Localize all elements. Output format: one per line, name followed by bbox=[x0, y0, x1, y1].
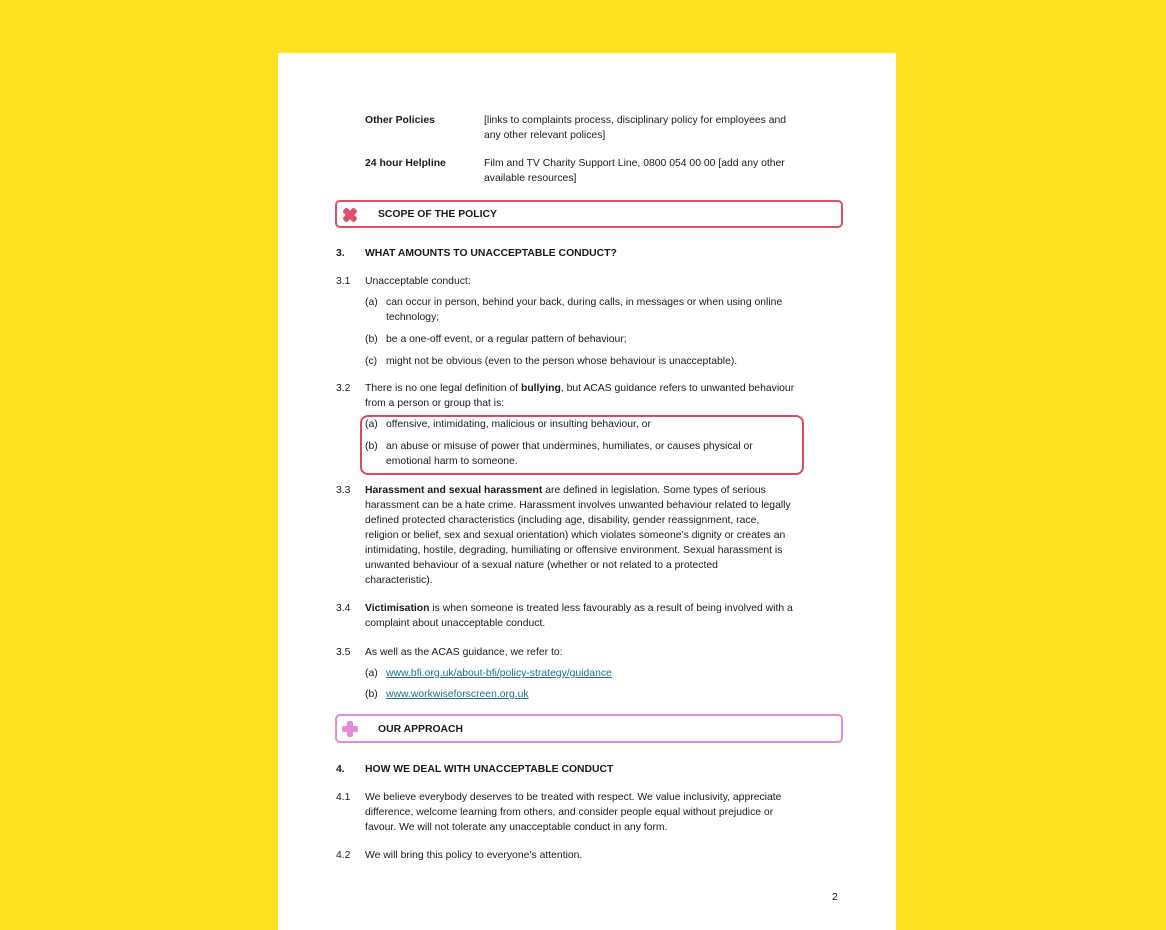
info-label-other-policies: Other Policies bbox=[365, 115, 435, 126]
para-4-1-line: We believe everybody deserves to be treated with respect. We value inclusivity, appreciate bbox=[365, 792, 782, 803]
list-marker: (b) bbox=[365, 334, 378, 345]
approach-banner-label: OUR APPROACH bbox=[378, 724, 464, 735]
list-item-text: might not be obvious (even to the person whose behaviour is unacceptable). bbox=[386, 356, 738, 367]
para-3-2-number: 3.2 bbox=[336, 383, 351, 394]
para-3-2-line2: from a person or group that is: bbox=[365, 398, 505, 409]
info-value-other-policies-line1: [links to complaints process, disciplinary policy for employees and bbox=[484, 115, 787, 126]
workwise-link[interactable]: www.workwiseforscreen.org.uk bbox=[386, 689, 529, 700]
approach-banner bbox=[335, 714, 843, 743]
para-3-3-line: harassment can be a hate crime. Harassment involves unwanted behaviour related to legally bbox=[365, 500, 791, 511]
list-marker: (b) bbox=[365, 689, 378, 700]
term-victimisation: Victimisation bbox=[365, 603, 430, 614]
para-3-3-line: religion or belief, sex and sexual orientation) which violates someone’s dignity or creates an bbox=[365, 530, 786, 541]
para-3-2-pre: There is no one legal definition of bbox=[365, 383, 521, 394]
para-4-1-line: favour. We will not tolerate any unacceptable conduct in any form. bbox=[365, 822, 668, 833]
list-marker: (a) bbox=[365, 419, 378, 430]
para-4-2-number: 4.2 bbox=[336, 850, 351, 861]
plus-icon bbox=[342, 721, 358, 737]
para-3-5-number: 3.5 bbox=[336, 647, 351, 658]
para-3-2-line1 bbox=[365, 381, 794, 396]
section-3-number: 3. bbox=[336, 248, 345, 259]
para-4-2-text: We will bring this policy to everyone’s attention. bbox=[365, 850, 583, 861]
para-3-3-line: defined protected characteristics (including age, disability, gender reassignment, race, bbox=[365, 515, 760, 526]
para-3-3-line1-rest: are defined in legislation. Some types of serious bbox=[542, 485, 766, 496]
para-3-1-number: 3.1 bbox=[336, 276, 351, 287]
para-3-3-line1 bbox=[365, 483, 766, 498]
para-3-3-line: characteristic). bbox=[365, 575, 433, 586]
scope-banner-label: SCOPE OF THE POLICY bbox=[378, 209, 497, 220]
cross-icon bbox=[342, 207, 358, 223]
info-value-helpline-line2: available resources] bbox=[484, 173, 577, 184]
list-marker: (a) bbox=[365, 668, 378, 679]
document-page bbox=[278, 53, 896, 930]
list-marker: (a) bbox=[365, 297, 378, 308]
list-item-text-cont: emotional harm to someone. bbox=[386, 456, 518, 467]
para-3-3-line: intimidating, hostile, degrading, humiliating or offensive environment. Sexual harassment is bbox=[365, 545, 783, 556]
para-3-4-line1-rest: is when someone is treated less favourably as a result of being involved with a bbox=[429, 603, 793, 614]
section-4-heading: HOW WE DEAL WITH UNACCEPTABLE CONDUCT bbox=[365, 764, 614, 775]
para-4-1-line: difference, welcome learning from others, and consider people equal without prejudice or bbox=[365, 807, 774, 818]
para-3-4-line1 bbox=[365, 601, 793, 616]
para-3-3-line: unwanted behaviour of a sexual nature (whether or not related to a protected bbox=[365, 560, 718, 571]
para-3-1-text: Unacceptable conduct: bbox=[365, 276, 471, 287]
para-3-5-text: As well as the ACAS guidance, we refer to: bbox=[365, 647, 563, 658]
scope-banner bbox=[335, 200, 843, 228]
para-3-2-post: , but ACAS guidance refers to unwanted behaviour bbox=[560, 383, 795, 394]
list-item-text-cont: technology; bbox=[386, 312, 440, 323]
list-item-text: can occur in person, behind your back, during calls, in messages or when using online bbox=[386, 297, 783, 308]
para-3-3-number: 3.3 bbox=[336, 485, 351, 496]
list-marker: (c) bbox=[365, 356, 378, 367]
term-bullying: bullying bbox=[520, 383, 561, 394]
info-value-helpline-line1: Film and TV Charity Support Line, 0800 054 00 00 [add any other bbox=[484, 158, 785, 169]
section-3-heading: WHAT AMOUNTS TO UNACCEPTABLE CONDUCT? bbox=[365, 248, 617, 259]
para-3-4-line2: complaint about unacceptable conduct. bbox=[365, 618, 546, 629]
bfi-guidance-link[interactable]: www.bfi.org.uk/about-bfi/policy-strategy/guidance bbox=[386, 668, 612, 679]
list-item-text: an abuse or misuse of power that undermines, humiliates, or causes physical or bbox=[386, 441, 753, 452]
page-number: 2 bbox=[832, 892, 838, 903]
section-4-number: 4. bbox=[336, 764, 345, 775]
term-harassment: Harassment and sexual harassment bbox=[365, 485, 543, 496]
list-item-text: be a one-off event, or a regular pattern of behaviour; bbox=[386, 334, 627, 345]
info-label-helpline: 24 hour Helpline bbox=[365, 158, 446, 169]
list-item-text: offensive, intimidating, malicious or insulting behaviour, or bbox=[386, 419, 651, 430]
list-marker: (b) bbox=[365, 441, 378, 452]
info-value-other-policies-line2: any other relevant polices] bbox=[484, 130, 606, 141]
para-4-1-number: 4.1 bbox=[336, 792, 351, 803]
para-3-4-number: 3.4 bbox=[336, 603, 351, 614]
